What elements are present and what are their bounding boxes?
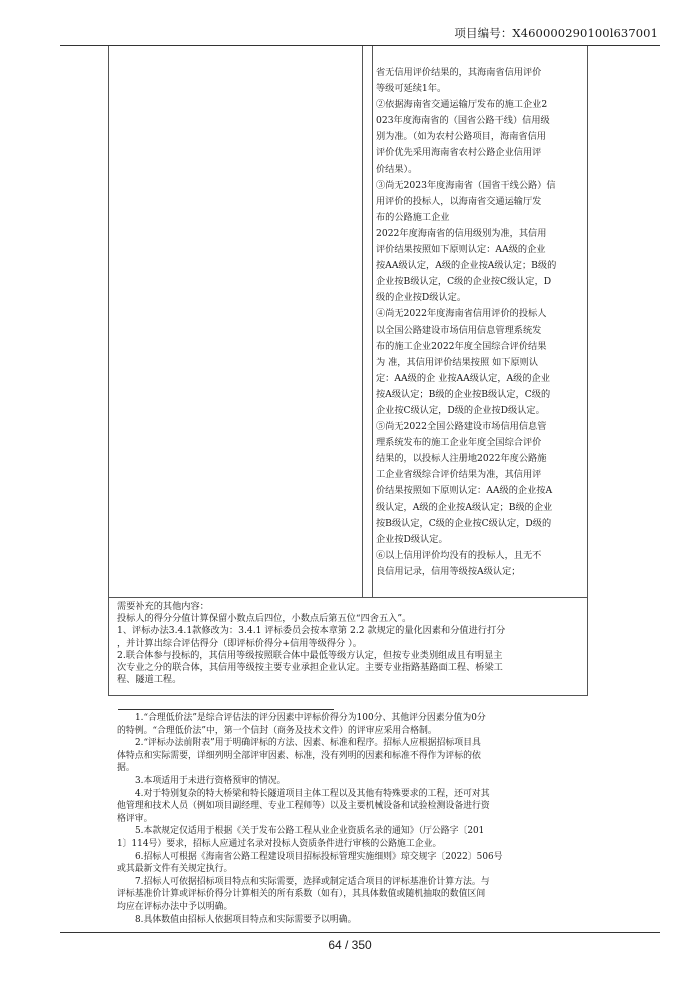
footnote-line: 7.招标人可依据招标项目特点和实际需要，选择或制定适合项目的评标基准价计算方法。与 [135, 876, 490, 887]
table-cell-line: ⑥以上信用评价均没有的投标人，且无不 [376, 549, 542, 561]
footnote-line: 3.本项适用于未进行资格预审的情况。 [135, 775, 286, 786]
table-cell-line: 结果的，以投标人注册地2022年度公路施 [376, 453, 547, 465]
footnote-line: 1〕114号）要求，招标人应通过名录对投标人资质条件进行审核的公路施工企业。 [117, 838, 442, 849]
table-cell-line: ③尚无2023年度海南省（国省干线公路）信 [376, 179, 556, 191]
table-cell-text [376, 65, 576, 580]
table-cell-line: 为 准，其信用评价结果按照 如下原则认 [376, 356, 539, 368]
supplement-line: ，并计算出综合评估得分（即评标价得分+信用等级得分 ）。 [117, 637, 362, 649]
table-cell-line: 级的企业按D级认定。 [376, 292, 467, 304]
table-cell-line: 别为准。（如为农村公路项目，海南省信用 [376, 131, 546, 143]
table-cell-line: ④尚无2022年度海南省信用评价的投标人 [376, 308, 547, 320]
table-cell-line: 省无信用评价结果的，其海南省信用评价 [376, 67, 542, 78]
footnote-line: 8.具体数值由招标人依据项目特点和实际需要予以明确。 [135, 914, 357, 925]
footnote-line: 5.本款规定仅适用于根据《关于发布公路工程从业企业资质名录的通知》（厅公路字〔201 [135, 826, 485, 837]
table-cell-line: 价结果按照如下原则认定：AA级的企业按A [376, 485, 553, 497]
table-cell-line: ⑤尚无2022全国公路建设市场信用信息管 [376, 421, 547, 433]
footnote-line: 均应在评标办法中予以明确。 [117, 901, 233, 912]
table-cell-line: 按B级认定，C级的企业按C级认定，D级的 [376, 517, 552, 529]
project-number: 项目编号：X460000290100l637001 [454, 26, 658, 40]
table-cell-line: 评价优先采用海南省农村公路企业信用评 [376, 147, 542, 159]
table-cell-line: 理系统发布的施工企业年度全国综合评价 [376, 437, 542, 449]
supplement-line: 程、隧道工程。 [117, 674, 182, 686]
table-cell-line: 级认定，A级的企业按A级认定；B级的企业 [376, 501, 553, 513]
supplement-line: 1、评标办法3.4.1款修改为：3.4.1 评标委员会按本章第 2.2 款规定的量化因素和分值进行打分 [117, 625, 506, 637]
footnote-line: 1.“合理低价法”是综合评估法的评分因素中评标价得分为100分、其他评分因素分值为0分 [135, 713, 486, 723]
table-cell-line: 定：AA级的企 业按AA级认定，A级的企业 [376, 372, 550, 384]
footnote-line: 2.“评标办法前附表”用于明确评标的方法、因素、标准和程序。招标人应根据招标项目具 [135, 738, 481, 749]
table-cell-line: 企业按C级认定，D级的企业按D级认定。 [376, 404, 545, 416]
footnote-line: 评标基准价计算或评标价得分计算相关的所有系数（如有），其具体数值或随机抽取的数值区间 [117, 889, 486, 900]
footnote-line: 的特例。“合理低价法”中，第一个信封（商务及技术文件）的评审应采用合格制。 [117, 725, 437, 736]
footnote-line: 或其最新文件有关规定执行。 [117, 864, 233, 875]
footnote-line: 体特点和实际需要，详细列明全部评审因素、标准，没有列明的因素和标准不得作为评标的依 [117, 750, 481, 761]
supplement-line: 投标人的得分分值计算保留小数点后四位，小数点后第五位“四舍五入”。 [117, 613, 412, 625]
supplement-line: 2.联合体参与投标的，其信用等级按照联合体中最低等级方认定，但按专业类别组成且有明显主 [117, 649, 503, 661]
supplement-text [117, 601, 583, 686]
table-cell-line: 布的公路施工企业 [376, 211, 450, 223]
footnote-line: 据。 [117, 763, 135, 774]
table-cell-line: 按A级认定；B级的企业按B级认定，C级的 [376, 388, 551, 400]
table-cell-line: ②依据海南省交通运输厅发布的施工企业2 [376, 99, 548, 111]
table-cell-line: 工企业省级综合评价结果为准，其信用评 [376, 469, 542, 481]
supplement-line: 需要补充的其他内容： [117, 601, 209, 612]
page-number: 64 / 350 [328, 938, 372, 952]
footnote-line: 他管理和技术人员（例如项目副经理、专业工程师等）以及主要机械设备和试验检测设备进行资 [117, 801, 490, 812]
table-cell-line: 以全国公路建设市场信用信息管理系统发 [376, 324, 542, 336]
table-cell-line: 用评价的投标人，以海南省交通运输厅发 [376, 195, 542, 207]
table-cell-line: 按AA级认定，A级的企业按A级认定；B级的 [376, 260, 557, 272]
footnotes [117, 712, 585, 926]
table-cell-line: 企业按B级认定，C级的企业按C级认定，D [376, 276, 552, 288]
footnote-line: 格评审。 [117, 813, 153, 824]
footer-rule [60, 932, 660, 933]
table-cell-line: 良信用记录，信用等级按A级认定； [376, 565, 521, 577]
table-cell-line: 2022年度海南省的信用级别为准，其信用 [376, 227, 547, 239]
table-column-divider [362, 46, 363, 597]
table-cell-line: 评价结果按照如下原则认定：AA级的企业 [376, 244, 546, 256]
table-cell-line: 等级可延续1年。 [376, 83, 447, 95]
supplement-line: 次专业之分的联合体，其信用等级按主要专业承担企业认定。主要专业指路基路面工程、桥梁工 [117, 661, 503, 673]
table-cell-line: 布的施工企业2022年度全国综合评价结果 [376, 340, 547, 352]
table-column-divider [372, 46, 373, 597]
footnote-line: 6.招标人可根据《海南省公路工程建设项目招标投标管理实施细则》琼交规字〔2022〕506号 [135, 851, 503, 862]
footnote-line: 4.对于特别复杂的特大桥梁和特长隧道项目主体工程以及其他有特殊要求的工程，还可对其 [135, 788, 490, 799]
table-cell-line: 企业按D级认定。 [376, 533, 448, 545]
table-cell-line: 价结果）。 [376, 163, 418, 175]
table-cell-line: 023年度海南省的（国省公路干线）信用级 [376, 115, 550, 127]
footnote-rule [118, 709, 334, 710]
